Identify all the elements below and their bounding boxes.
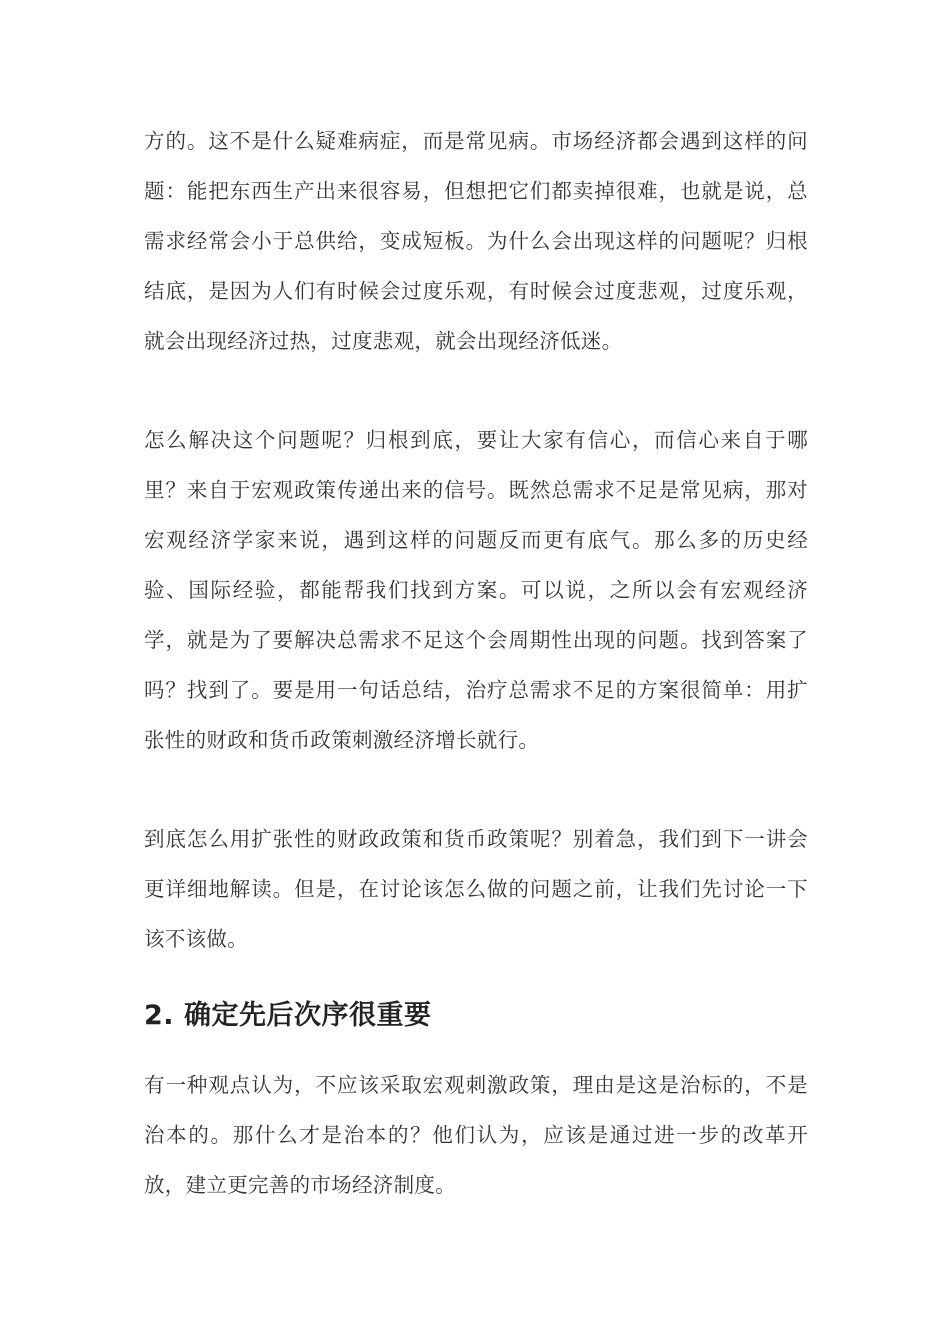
section-heading: 2. 确定先后次序很重要 <box>144 1000 432 1031</box>
section-paragraph: 有一种观点认为，不应该采取宏观刺激政策，理由是这是治标的，不是治本的。那什么才是治本的？他们认为，应该是通过进一步的改革开放，建立更完善的市场经济制度。 <box>144 1073 808 1197</box>
document-page <box>144 116 808 1210</box>
body-paragraph-3: 到底怎么用扩张性的财政政策和货币政策呢？别着急，我们到下一讲会更详细地解读。但是，在讨论该怎么做的问题之前，让我们先讨论一下该不该做。 <box>144 827 808 951</box>
body-paragraph-2: 怎么解决这个问题呢？归根到底，要让大家有信心，而信心来自于哪里？来自于宏观政策传递出来的信号。既然总需求不足是常见病，那对宏观经济学家来说，遇到这样的问题反而更有底气。那么多的历史经验、国际经验，都能帮我们找到方案。可以说，之所以会有宏观经济学，就是为了要解决总需求不足这个会周期性出现的问题。找到答案了吗？找到了。要是用一句话总结，治疗总需求不足的方案很简单：用扩张性的财政和货币政策刺激经济增长就行。 <box>144 428 808 752</box>
body-paragraph-1: 方的。这不是什么疑难病症，而是常见病。市场经济都会遇到这样的问题：能把东西生产出来很容易，但想把它们都卖掉很难，也就是说，总需求经常会小于总供给，变成短板。为什么会出现这样的问题呢？归根结底，是因为人们有时候会过度乐观，有时候会过度悲观，过度乐观，就会出现经济过热，过度悲观，就会出现经济低迷。 <box>144 129 808 353</box>
